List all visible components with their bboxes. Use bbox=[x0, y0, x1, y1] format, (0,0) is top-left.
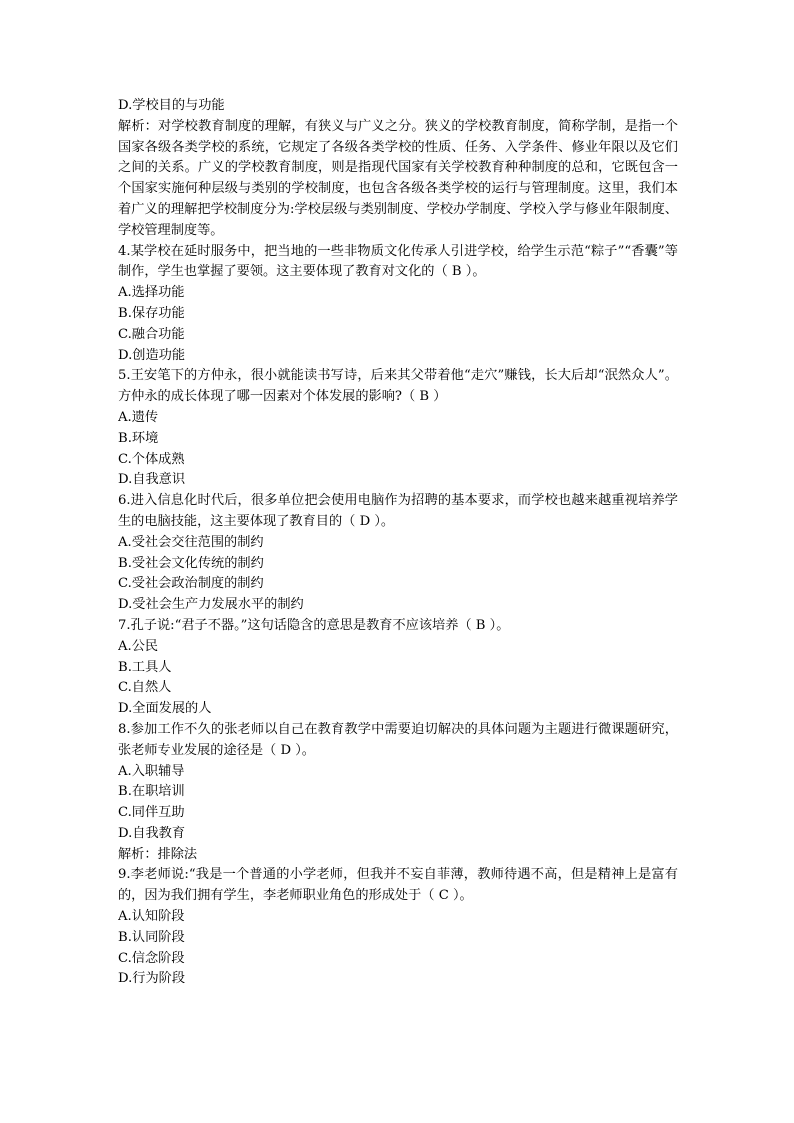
q9-option-b: B.认同阶段 bbox=[118, 929, 185, 945]
q6-option-d: D.受社会生产力发展水平的制约 bbox=[118, 597, 304, 613]
q5-option-a: A.遗传 bbox=[118, 409, 159, 425]
q6-option-b: B.受社会文化传统的制约 bbox=[118, 555, 264, 571]
q8-analysis: 解析：排除法 bbox=[118, 846, 198, 862]
q6-option-c: C.受社会政治制度的制约 bbox=[118, 576, 264, 592]
q4-option-b: B.保存功能 bbox=[118, 305, 185, 321]
q7-option-a: A.公民 bbox=[118, 638, 159, 654]
q5-option-c: C.个体成熟 bbox=[118, 451, 185, 467]
q4-option-d: D.创造功能 bbox=[118, 347, 186, 363]
q7-option-c: C.自然人 bbox=[118, 680, 172, 696]
q7-option-b: B.工具人 bbox=[118, 659, 172, 675]
q4-option-c: C.融合功能 bbox=[118, 326, 185, 342]
q9-stem: 9.李老师说:“我是一个普通的小学老师，但我并不妄自菲薄，教师待遇不高，但是精神上是富有的，因为我们拥有学生，李老师职业角色的形成处于（ C ）。 bbox=[118, 867, 678, 904]
q3-analysis: 解析：对学校教育制度的理解，有狭义与广义之分。狭义的学校教育制度，简称学制，是指一个国家各级各类学校的系统，它规定了各级各类学校的性质、任务、入学条件、修业年限以及它们之间的关系。广义的学校教育制度，则是指现代国家有关学校教育种种制度的总和，它既包含一个国家实施何种层级与类别的学校制度，也包含各级各类学校的运行与管理制度。这里，我们本着广义的理解把学校制度分为:学校层级与类别制度、学校办学制度、学校入学与修业年限制度、学校管理制度等。 bbox=[118, 118, 678, 238]
q3-option-d: D.学校目的与功能 bbox=[118, 98, 225, 113]
q5-option-b: B.环境 bbox=[118, 430, 159, 446]
q8-option-b: B.在职培训 bbox=[118, 784, 185, 800]
q5-option-d: D.自我意识 bbox=[118, 472, 186, 488]
q8-stem: 8.参加工作不久的张老师以自己在教育教学中需要迫切解决的具体问题为主题进行微课题研究，张老师专业发展的途径是（ D ）。 bbox=[118, 721, 678, 758]
q4-option-a: A.选择功能 bbox=[118, 285, 185, 301]
q6-option-a: A.受社会交往范围的制约 bbox=[118, 534, 264, 550]
q4-stem: 4.某学校在延时服务中，把当地的一些非物质文化传承人引进学校，给学生示范“粽子”“香囊”等制作，学生也掌握了要领。这主要体现了教育对文化的（ B ）。 bbox=[118, 243, 678, 280]
q8-option-d: D.自我教育 bbox=[118, 825, 186, 841]
q9-option-c: C.信念阶段 bbox=[118, 950, 185, 966]
q9-option-d: D.行为阶段 bbox=[118, 971, 186, 987]
document-page bbox=[118, 96, 678, 990]
q7-option-d: D.全面发展的人 bbox=[118, 701, 212, 717]
q6-stem: 6.进入信息化时代后，很多单位把会使用电脑作为招聘的基本要求，而学校也越来越重视培养学生的电脑技能，这主要体现了教育目的（ D ）。 bbox=[118, 493, 678, 529]
q5-stem: 5.王安笔下的方仲永，很小就能读书写诗，后来其父带着他“走穴”赚钱，长大后却“泯然众人”。方仲永的成长体现了哪一因素对个体发展的影响?（ B ） bbox=[118, 368, 678, 405]
q8-option-c: C.同伴互助 bbox=[118, 805, 185, 821]
q9-option-a: A.认知阶段 bbox=[118, 909, 185, 925]
q8-option-a: A.入职辅导 bbox=[118, 763, 185, 779]
q7-stem: 7.孔子说:“君子不器。”这句话隐含的意思是教育不应该培养（ B ）。 bbox=[118, 617, 510, 633]
